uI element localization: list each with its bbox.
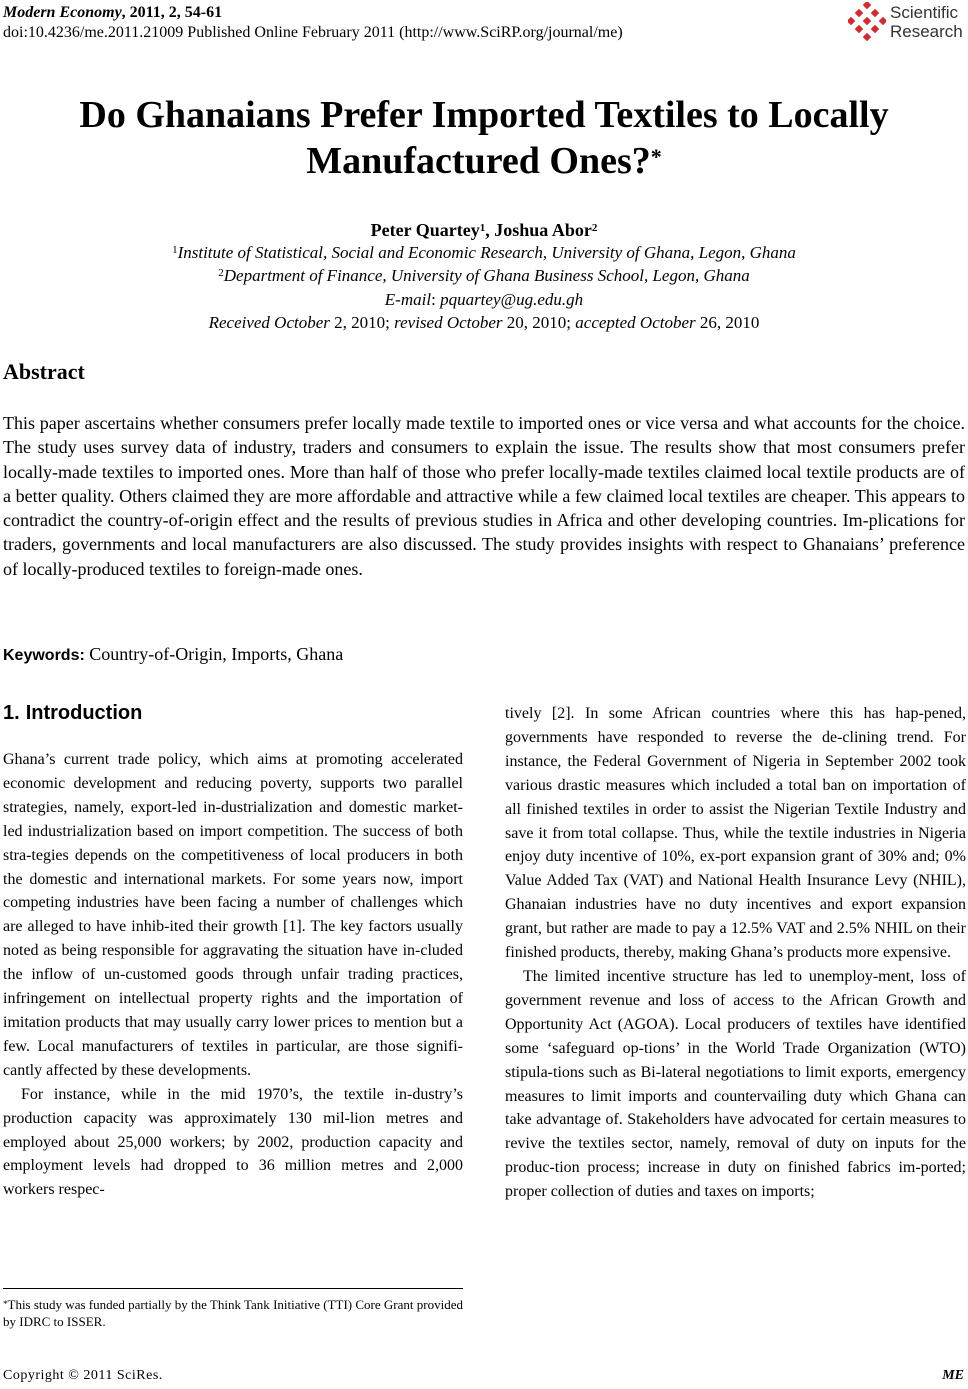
doi-line: doi:10.4236/me.2011.21009 Published Online February 2011 (http://www.SciRP.org/journal/me) — [3, 24, 623, 41]
title-line1: Do Ghanaians Prefer Imported Textiles to Locally — [79, 94, 889, 136]
affiliation-1-text: Institute of Statistical, Social and Economic Research, University of Ghana, Legon, Ghana — [177, 243, 796, 262]
intro-paragraph-3: The limited incentive structure has led to unemploy-ment, loss of government revenue and loss of access to the African Growth and Opportunity Act (AGOA). Local producers of textiles have identified some ‘safeguard op-tions’ in the World Trade Organization (WTO) stipula-tions such as Bi-lateral negotiations to limit exports, emergency measures to limit imports and countervailing duty which Ghana can take advantage of. Stakeholders have advocated for certain measures to revive the textiles sector, namely, removal of duty on inputs for the produc-tion process; increase in duty on finished fabrics im-ported; proper collection of duties and taxes on imports; — [505, 967, 966, 1201]
revised-label: revised October — [394, 313, 503, 332]
intro-paragraph-2: For instance, while in the mid 1970’s, the textile in-dustry’s production capacity was approximately 130 mil-lion metres and employed about 25,000 workers; by 2002, production capacity and employment levels had dropped to 36 million metres and 2,000 workers respec- — [3, 1085, 463, 1199]
keywords-value: Country-of-Origin, Imports, Ghana — [84, 644, 344, 664]
section-number: 1. — [3, 702, 20, 724]
author-list — [0, 219, 968, 241]
journal-citation — [3, 3, 222, 22]
journal-name: Modern Economy — [3, 4, 122, 21]
intro-paragraph-2-cont: tively [2]. In some African countries where this has hap-pened, governments have responded to reverse the de-clining trend. For instance, the Federal Government of Nigeria in September 2002 took various drastic measures which included a total ban on importation of all finished textiles in order to assist the Nigerian Textile Industry and save it from total collapse. Thus, while the textile industries in Nigeria enjoy duty incentive of 10%, ex-port expansion grant of 30% and; 0% Value Added Tax (VAT) and National Health Insurance Levy (NHIL), Ghanaian industries have no duty incentives and export expansion grant, but rather are made to pay a 12.5% VAT and 2.5% NHIL on their finished products, thereby, making Ghana’s products more expensive. — [505, 705, 966, 962]
logo-line2: Research — [890, 22, 963, 41]
received-date: 2, 2010; — [329, 313, 395, 332]
accepted-label: accepted October — [575, 313, 696, 332]
author-2-affil-mark: 2 — [591, 222, 598, 234]
title-line2: Manufactured Ones? — [306, 140, 651, 182]
abstract-text: This paper ascertains whether consumers prefer locally made textile to imported ones or vice versa and what accounts for the choice. The study uses survey data of industry, traders and consumers to explain the issue. The results show that most consumers prefer locally-made textiles to imported ones. More than half of those who prefer locally-made textiles claimed local textile products are of a better quality. Others claimed they are more affordable and attractive while a few claimed local textiles are cheaper. This appears to contradict the country-of-origin effect and the results of previous studies in Africa and other developing countries. Im-plications for traders, governments and local manufacturers are also discussed. The study provides insights with respect to Ghanaians’ preference of locally-produced textiles to foreign-made ones. — [3, 413, 965, 579]
footnote-mark: * — [3, 1299, 8, 1309]
right-column — [505, 702, 966, 1204]
journal-abbreviation: ME — [942, 1368, 964, 1383]
section-title: Introduction — [25, 702, 143, 724]
email-separator: : — [431, 290, 441, 309]
author-2: Joshua Abor — [494, 220, 592, 240]
title-footnote-mark: * — [650, 144, 662, 169]
affiliation-2-text: Department of Finance, University of Ghana Business School, Legon, Ghana — [223, 266, 750, 285]
revised-date: 20, 2010; — [502, 313, 576, 332]
author-1: Peter Quartey — [370, 220, 480, 240]
affiliation-2-mark: 2 — [218, 267, 224, 279]
footnote — [3, 1296, 463, 1330]
logo-text — [890, 3, 963, 41]
section-heading-introduction — [3, 701, 142, 725]
logo-line1: Scientific — [890, 3, 959, 22]
journal-volume: , 2011, 2, 54-61 — [121, 4, 223, 21]
copyright-notice: Copyright © 2011 SciRes. — [3, 1368, 163, 1383]
keywords-label: Keywords: — [3, 647, 85, 664]
accepted-date: 26, 2010 — [695, 313, 760, 332]
paper-title — [0, 92, 968, 184]
submission-dates — [0, 312, 968, 333]
affiliation-1-mark: 1 — [172, 244, 178, 256]
publisher-logo — [848, 2, 966, 44]
title-line2-wrap — [0, 138, 968, 184]
logo-mark-icon — [848, 2, 886, 42]
email-label: E-mail — [384, 290, 432, 309]
contact-email — [0, 289, 968, 310]
left-column — [3, 748, 463, 1202]
footnote-text: This study was funded partially by the Think Tank Initiative (TTI) Core Grant provided by IDRC to ISSER. — [3, 1297, 463, 1329]
affiliation-2 — [0, 265, 968, 286]
author-separator: , — [485, 220, 495, 240]
abstract-heading: Abstract — [3, 359, 85, 384]
keywords — [3, 643, 343, 667]
received-label: Received October — [208, 313, 330, 332]
affiliation-1 — [0, 242, 968, 263]
email-address[interactable]: pquartey@ug.edu.gh — [440, 290, 584, 309]
author-1-affil-mark: 1 — [479, 222, 486, 234]
intro-paragraph-1: Ghana’s current trade policy, which aims at promoting accelerated economic development and reducing poverty, supports two parallel strategies, namely, export-led in-dustrialization and domestic market-led industrialization based on import competition. The success of both stra-tegies depends on the competitiveness of local producers in both the domestic and international markets. For some years now, import competing industries have been facing a number of challenges which are alleged to have inhib-ited their growth [1]. The key factors usually noted as being responsible for aggravating the situation have in-cluded the inflow of un-customed goods through unfair trading practices, infringement on intellectual property rights and the importation of imitation products that may usually carry lower prices to mention but a few. Local manufacturers of textiles in particular, are those signifi-cantly affected by these developments. — [3, 751, 463, 1079]
footnote-divider — [3, 1288, 463, 1289]
